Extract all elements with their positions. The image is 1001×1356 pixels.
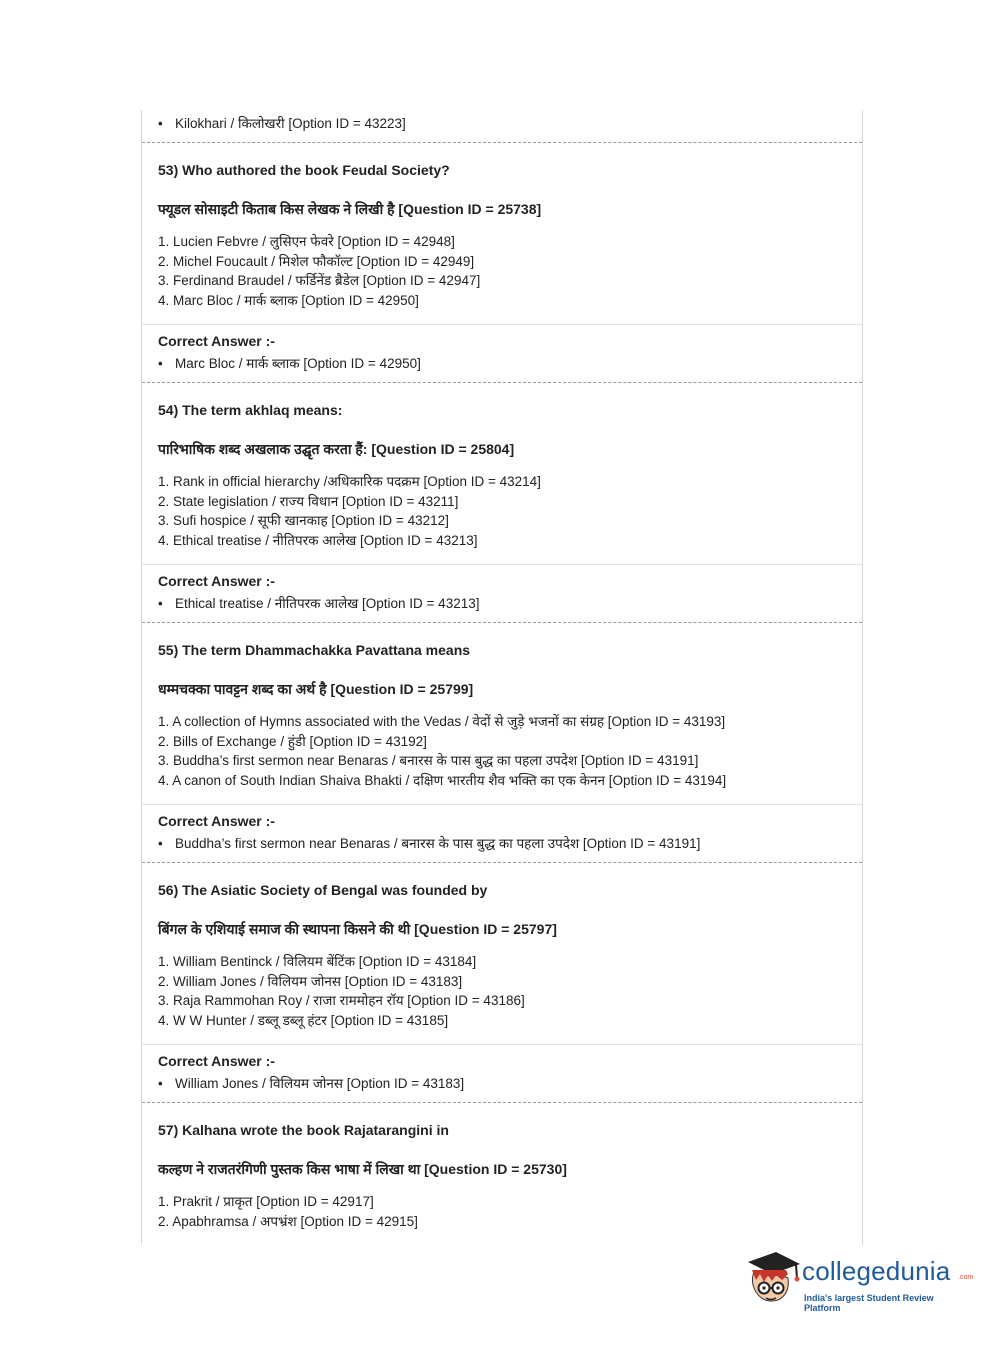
- previous-answer-block: [142, 110, 862, 143]
- question-title: 56) The Asiatic Society of Bengal was founded by: [158, 882, 488, 898]
- option-1: 1. Lucien Febvre / लुसिएन फेवरे [Option ID = 42948]: [158, 234, 455, 249]
- option-2: 2. Apabhramsa / अपभ्रंश [Option ID = 42915]: [158, 1213, 418, 1229]
- question-53-block: [142, 143, 862, 325]
- correct-answer: • Buddha’s first sermon near Benaras / बनारस के पास बुद्ध का पहला उपदेश [Option ID = 43191]: [158, 836, 701, 851]
- question-title: 57) Kalhana wrote the book Rajatarangini in: [158, 1122, 449, 1138]
- question-hindi: धम्मचक्का पावट्टन शब्द का अर्थ है [Question ID = 25799]: [158, 681, 474, 697]
- option-2: 2. William Jones / विलियम जोनस [Option ID = 43183]: [158, 973, 463, 989]
- option-3: 3. Sufi hospice / सूफी खानकाह [Option ID = 43212]: [158, 513, 449, 528]
- answer-53-block: [142, 325, 862, 383]
- option-4: 4. Ethical treatise / नीतिपरक आलेख [Option ID = 43213]: [158, 532, 478, 548]
- option-4: 4. Marc Bloc / मार्क ब्लाक [Option ID = 42950]: [158, 292, 419, 308]
- question-title: 55) The term Dhammachakka Pavattana means: [158, 642, 471, 658]
- correct-answer-label: Correct Answer :-: [158, 573, 275, 589]
- correct-answer-label: Correct Answer :-: [158, 813, 275, 829]
- correct-answer-label: Correct Answer :-: [158, 1053, 275, 1069]
- correct-answer-label: Correct Answer :-: [158, 333, 275, 349]
- option-1: 1. Rank in official hierarchy /अधिकारिक पदक्रम [Option ID = 43214]: [158, 474, 541, 489]
- document-page: [141, 110, 863, 1245]
- option-3: 3. Raja Rammohan Roy / राजा राममोहन रॉय [Option ID = 43186]: [158, 993, 525, 1008]
- option-3: 3. Ferdinand Braudel / फर्डिनेंड ब्रैडेल [Option ID = 42947]: [158, 273, 481, 288]
- collegedunia-logo: [742, 1248, 974, 1313]
- option-4: 4. W W Hunter / डब्लू डब्लू हंटर [Option ID = 43185]: [158, 1012, 449, 1028]
- question-hindi: पारिभाषिक शब्द अखलाक उद्घृत करता हैं: [Question ID = 25804]: [158, 441, 515, 457]
- list-item: • Kilokhari / किलोखरी [Option ID = 43223]: [158, 114, 862, 134]
- option-1: 1. William Bentinck / विलियम बेंटिंक [Option ID = 43184]: [158, 954, 477, 969]
- correct-answer: • Marc Bloc / मार्क ब्लाक [Option ID = 42950]: [158, 356, 421, 371]
- answer-55-block: [142, 805, 862, 863]
- options-list: [158, 232, 862, 310]
- question-55-block: [142, 623, 862, 805]
- question-title: 54) The term akhlaq means:: [158, 402, 343, 418]
- graduate-mascot-icon: [742, 1248, 802, 1312]
- option-text: Kilokhari / किलोखरी [Option ID = 43223]: [175, 116, 406, 131]
- options-list: [158, 472, 862, 550]
- options-list: [158, 1192, 862, 1231]
- brand-domain: .com: [958, 1274, 974, 1281]
- option-2: 2. State legislation / राज्य विधान [Option ID = 43211]: [158, 493, 459, 509]
- option-4: 4. A canon of South Indian Shaiva Bhakti / दक्षिण भारतीय शैव भक्ति का एक केनन [Option ID = 43194]: [158, 772, 727, 788]
- question-hindi: फ्यूडल सोसाइटी किताब किस लेखक ने लिखी है [Question ID = 25738]: [158, 201, 542, 217]
- brand-tagline: India's largest Student Review Platform: [804, 1293, 934, 1313]
- question-hindi: कल्हण ने राजतरंगिणी पुस्तक किस भाषा में लिखा था [Question ID = 25730]: [158, 1161, 567, 1177]
- correct-answer: • Ethical treatise / नीतिपरक आलेख [Option ID = 43213]: [158, 596, 480, 611]
- answer-54-block: [142, 565, 862, 623]
- brand-name: collegedunia: [802, 1256, 951, 1286]
- option-3: 3. Buddha’s first sermon near Benaras / बनारस के पास बुद्ध का पहला उपदेश [Option ID = 43191]: [158, 753, 699, 768]
- option-2: 2. Bills of Exchange / हुंडी [Option ID = 43192]: [158, 733, 427, 749]
- option-1: 1. Prakrit / प्राकृत [Option ID = 42917]: [158, 1194, 374, 1209]
- options-list: [158, 712, 862, 790]
- question-56-block: [142, 863, 862, 1045]
- options-list: [158, 952, 862, 1030]
- question-title: 53) Who authored the book Feudal Society?: [158, 162, 450, 178]
- question-57-block: [142, 1103, 862, 1231]
- question-hindi: बिंगल के एशियाई समाज की स्थापना किसने की थी [Question ID = 25797]: [158, 921, 557, 937]
- option-2: 2. Michel Foucault / मिशेल फौकॉल्ट [Option ID = 42949]: [158, 253, 475, 269]
- question-54-block: [142, 383, 862, 565]
- correct-answer: • William Jones / विलियम जोनस [Option ID = 43183]: [158, 1076, 465, 1091]
- answer-56-block: [142, 1045, 862, 1103]
- option-1: 1. A collection of Hymns associated with the Vedas / वेदों से जुड़े भजनों का संग्रह [Option ID = 43193]: [158, 714, 726, 729]
